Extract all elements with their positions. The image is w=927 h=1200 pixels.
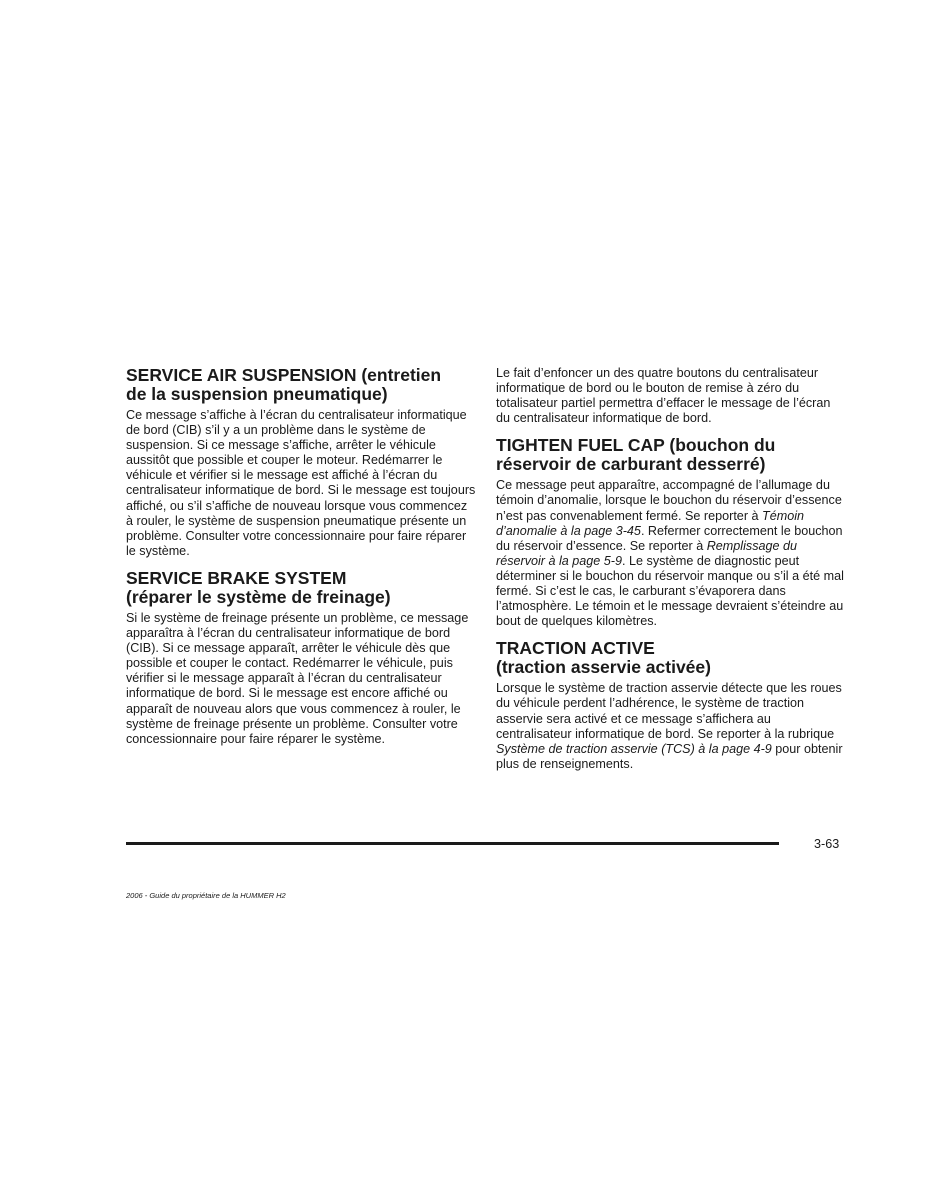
page-number: 3-63: [814, 837, 840, 851]
heading-line: TIGHTEN FUEL CAP (bouchon du: [496, 435, 776, 456]
section-heading-brake-system: [126, 569, 476, 607]
right-column: [496, 366, 846, 772]
cross-reference-link[interactable]: Remplissage du réservoir à la page 5-9: [496, 538, 798, 568]
heading-line: réservoir de carburant desserré): [496, 454, 766, 475]
body-text: . Refermer correctement le bouchon du réservoir d’essence. Se reporter à: [496, 523, 843, 553]
section-body-fuel-cap: [496, 478, 846, 629]
body-text: pour obtenir plus de renseignements.: [496, 741, 843, 771]
heading-line: SERVICE BRAKE SYSTEM: [126, 567, 347, 588]
body-text: . Le système de diagnostic peut déterminer si le bouchon du réservoir manque ou s’il a été mal fermé. Si c’est le cas, le carburant s’évaporera dans l’atmosphère. Le témoin et le message devraient s’éteindre au bout de quelques kilomètres.: [496, 553, 844, 629]
section-body-brake-system: Si le système de freinage présente un problème, ce message apparaîtra à l’écran du centralisateur informatique de bord (CIB). Si ce message apparaît, arrêter le véhicule dès que possible et couper le contact. Redémarrer le véhicule, puis vérifier si le message apparaît à l’écran du centralisateur informatique de bord. Si le message est encore affiché ou apparaît de nouveau alors que vous commencez à rouler, le système de freinage présente un problème. Consulter votre concessionnaire pour faire réparer le système.: [126, 610, 469, 746]
section-body-traction-active: [496, 681, 846, 772]
body-text: Lorsque le système de traction asservie détecte que les roues du véhicule perdent l’adhérence, le système de traction asservie sera activé et ce message s’affichera au centralisateur informatique de bord. Se reporter à la rubrique: [496, 681, 842, 741]
heading-line: TRACTION ACTIVE: [496, 638, 655, 659]
heading-line: de la suspension pneumatique): [126, 384, 388, 404]
heading-line: (réparer le système de freinage): [126, 586, 391, 607]
section-heading-fuel-cap: [496, 436, 846, 474]
section-heading-traction-active: [496, 639, 846, 677]
cross-reference-link[interactable]: Système de traction asservie (TCS) à la page 4-9: [496, 741, 772, 756]
heading-line: SERVICE AIR SUSPENSION (entretien: [126, 365, 442, 385]
footer-text: 2006 - Guide du propriétaire de la HUMMER H2: [126, 891, 286, 900]
left-column: [126, 366, 476, 747]
body-text: Ce message peut apparaître, accompagné de l’allumage du témoin d’anomalie, lorsque le bouchon du réservoir d’essence n’est pas convenablement fermé. Se reporter à: [496, 478, 842, 523]
heading-line: (traction asservie activée): [496, 657, 711, 678]
footer-rule: [126, 842, 779, 845]
cross-reference-link[interactable]: Témoin d’anomalie à la page 3-45: [496, 508, 805, 538]
section-heading-air-suspension: [126, 366, 476, 404]
section-body-air-suspension: Ce message s’affiche à l’écran du centralisateur informatique de bord (CIB) s’il y a un problème dans le système de suspension. Si ce message s’affiche, arrêter le véhicule aussitôt que possible et couper le moteur. Redémarrer le véhicule et vérifier si le message est affiché à l’écran du centralisateur informatique de bord. Si le message est toujours affiché, ou s’il s’affiche de nouveau lorsque vous commencez à rouler, le système de suspension pneumatique présente un problème. Consulter votre concessionnaire pour faire réparer le système.: [126, 408, 476, 558]
reset-note-paragraph: Le fait d’enfoncer un des quatre boutons du centralisateur informatique de bord ou le bouton de remise à zéro du totalisateur partiel permettra d’effacer le message de l’écran du centralisateur informatique de bord.: [496, 366, 831, 426]
